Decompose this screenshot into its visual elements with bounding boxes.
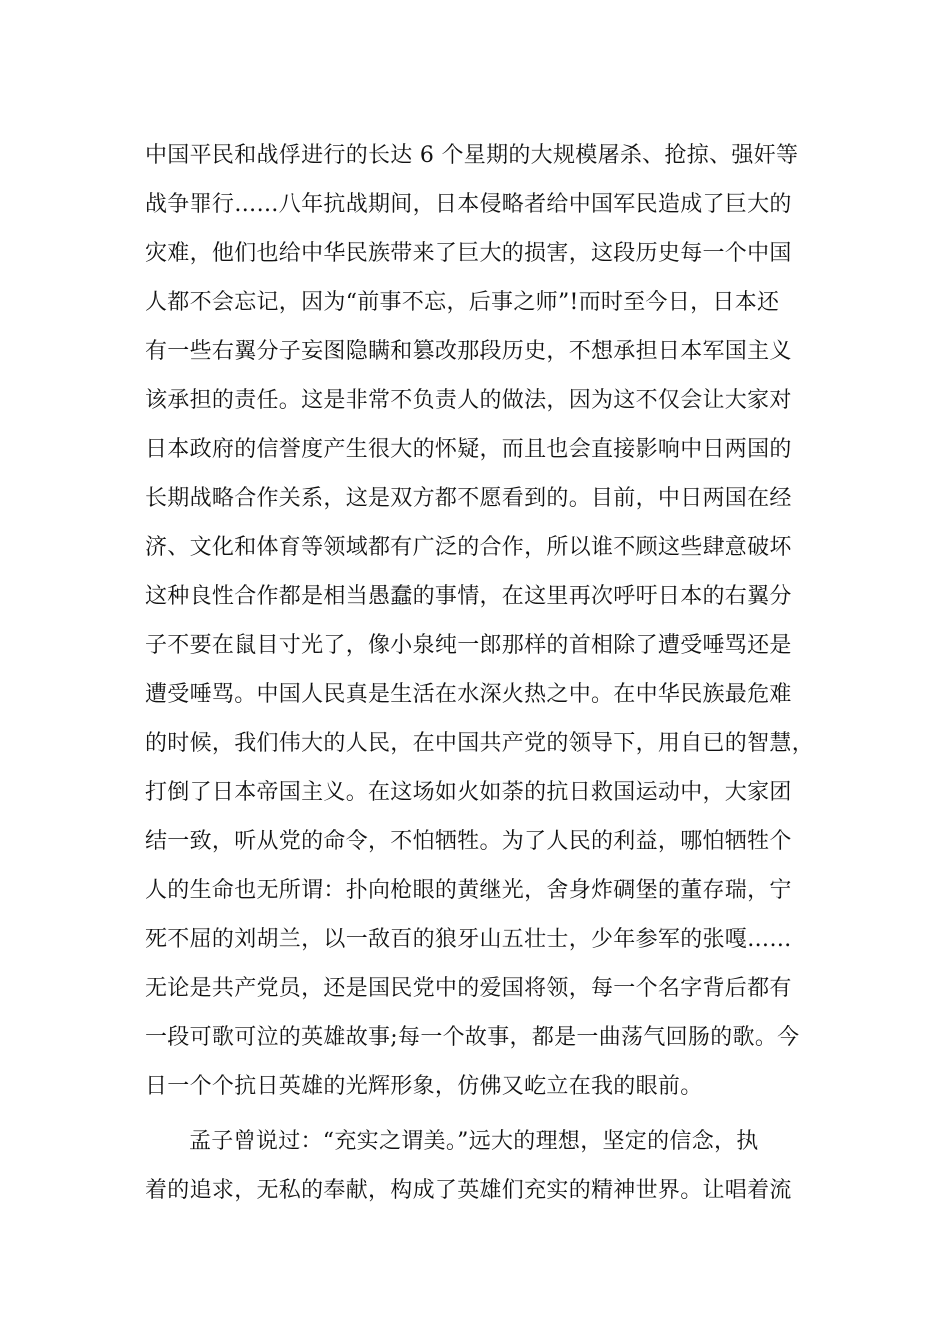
text-line: 遭受唾骂。中国人民真是生活在水深火热之中。在中华民族最危难 [145, 682, 792, 707]
paragraph-2 [145, 1117, 835, 1215]
text-line: 子不要在鼠目寸光了，像小泉纯一郎那样的首相除了遭受唾骂还是 [145, 633, 792, 658]
body-text [145, 131, 835, 1215]
text-line: 日一个个抗日英雄的光辉形象，仿佛又屹立在我的眼前。 [145, 1074, 703, 1099]
text-line: 长期战略合作关系，这是双方都不愿看到的。目前，中日两国在经 [145, 486, 792, 511]
text-line: 中国平民和战俘进行的长达 6 个星期的大规模屠杀、抢掠、强奸等 [145, 143, 799, 168]
text-line: 有一些右翼分子妄图隐瞒和篡改那段历史，不想承担日本军国主义 [145, 339, 792, 364]
text-line: 孟子曾说过：“充实之谓美。”远大的理想，坚定的信念，执 [189, 1129, 759, 1154]
text-line: 打倒了日本帝国主义。在这场如火如荼的抗日救国运动中，大家团 [145, 780, 792, 805]
text-line: 战争罪行……八年抗战期间，日本侵略者给中国军民造成了巨大的 [145, 192, 792, 217]
text-line: 死不屈的刘胡兰，以一敌百的狼牙山五壮士，少年参军的张嘎…… [145, 927, 792, 952]
paragraph-1 [145, 131, 835, 1111]
text-line: 济、文化和体育等领域都有广泛的合作，所以谁不顾这些肆意破坏 [145, 535, 792, 560]
text-line: 结一致，听从党的命令，不怕牺牲。为了人民的利益，哪怕牺牲个 [145, 829, 792, 854]
text-line: 日本政府的信誉度产生很大的怀疑，而且也会直接影响中日两国的 [145, 437, 792, 462]
text-line: 一段可歌可泣的英雄故事;每一个故事，都是一曲荡气回肠的歌。今 [145, 1025, 800, 1050]
text-line: 无论是共产党员，还是国民党中的爱国将领，每一个名字背后都有 [145, 976, 792, 1001]
text-line: 灾难，他们也给中华民族带来了巨大的损害，这段历史每一个中国 [145, 241, 792, 266]
text-line: 该承担的责任。这是非常不负责人的做法，因为这不仅会让大家对 [145, 388, 792, 413]
text-line: 人都不会忘记，因为“前事不忘，后事之师”!而时至今日，日本还 [145, 290, 780, 315]
text-line: 人的生命也无所谓：扑向枪眼的黄继光，舍身炸碉堡的董存瑞，宁 [145, 878, 792, 903]
text-line: 这种良性合作都是相当愚蠢的事情，在这里再次呼吁日本的右翼分 [145, 584, 792, 609]
text-line: 着的追求，无私的奉献，构成了英雄们充实的精神世界。让唱着流 [145, 1178, 792, 1203]
text-line: 的时候，我们伟大的人民，在中国共产党的领导下，用自已的智慧， [145, 731, 815, 756]
